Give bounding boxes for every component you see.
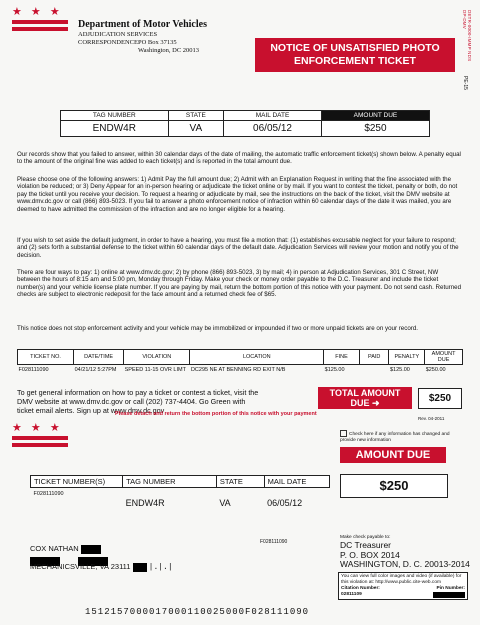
info-table xyxy=(60,110,430,137)
amount-due-header: AMOUNT DUE xyxy=(321,111,429,121)
paid-cell xyxy=(359,365,389,376)
table-row xyxy=(18,365,463,376)
amount-due-value: $250 xyxy=(321,121,429,137)
general-info-line3: ticket email alerts. Sign up at www.dmv.dc.gov xyxy=(17,406,165,415)
stub-flag-bar-2 xyxy=(12,443,68,447)
mail-date-header: MAIL DATE xyxy=(224,111,322,121)
paragraph-failed-to-answer: Our records show that you failed to answer, within 30 calendar days of the date of mailing, the automatic traffic enforcement ticket(s) shown below. A penalty equal to the amount of the original fine was added to each ticket(s) and is reported in the total amount due. xyxy=(17,151,461,166)
po-box: PO Box 37135 xyxy=(138,39,177,46)
stub-ticket-number: F028111090 xyxy=(33,491,64,497)
redacted-address-line xyxy=(30,553,210,562)
ticket-header-row xyxy=(18,350,463,365)
ticket-no-header: TICKET NO. xyxy=(18,350,74,365)
address-change-checkbox-row[interactable] xyxy=(340,430,450,443)
micr-line: 1512157000017000110025000F028111090 xyxy=(85,607,310,617)
state-header: STATE xyxy=(168,111,224,121)
stub-stars: ★ ★ ★ xyxy=(12,422,63,434)
stub-state: VA xyxy=(219,498,231,508)
redacted-pin xyxy=(433,592,465,598)
date-time-cell: 04/21/12 5:27PM xyxy=(74,367,117,373)
paragraph-default-judgment: If you wish to set aside the default judgment, in order to have a hearing, you must file a motion that: (1) establishes excusable neglect for your failure to respond; and (2) sets forth a substantial defense to the ticket within 60 calendar days of the default date. Adjudication Services will review your motion and notify you of the decision. xyxy=(17,237,459,259)
total-amount-due-banner xyxy=(318,387,412,409)
recipient-name: COX NATHAN xyxy=(30,544,79,553)
tag-number-header: TAG NUMBER xyxy=(61,111,169,121)
address-change-checkbox[interactable] xyxy=(340,430,347,437)
payee-line2: P. O. BOX 2014 xyxy=(340,549,400,560)
online-view-line1: You can view full color images and video (if available) for xyxy=(341,574,462,579)
total-amount-box: $250 xyxy=(418,388,462,409)
location-header: LOCATION xyxy=(190,350,324,365)
page-code: PE-15 xyxy=(462,76,468,90)
redacted-block xyxy=(133,563,147,572)
recipient-city-line xyxy=(30,562,173,572)
recipient-city: MECHANICSVILLE, VA 23111 xyxy=(30,562,131,571)
state-value: VA xyxy=(168,121,224,137)
stub-flag-bar-1 xyxy=(12,436,68,440)
penalty-cell: $125.00 xyxy=(389,367,410,373)
online-view-box xyxy=(338,572,468,600)
notice-title-line2: ENFORCEMENT TICKET xyxy=(294,55,416,67)
info-value-row xyxy=(61,121,430,137)
notice-title-line1: NOTICE OF UNSATISFIED PHOTO xyxy=(270,42,440,54)
correspondence-label: CORRESPONDENCE: xyxy=(78,39,140,46)
stub-header-row xyxy=(31,476,330,488)
violation-cell: SPEED 11-15 OVR LIMT xyxy=(124,367,186,373)
stub-amount-due-box[interactable]: $250 xyxy=(340,474,448,498)
stub-amount-due-banner: AMOUNT DUE xyxy=(340,447,446,463)
department-name: Department of Motor Vehicles xyxy=(78,19,207,30)
ticket-no-cell: F028111090 xyxy=(18,367,49,373)
stub-mail-date-header: MAIL DATE xyxy=(264,476,329,488)
stub-tag-header: TAG NUMBER xyxy=(123,476,217,488)
general-info-line1: To get general information on how to pay a ticket or contest a ticket, visit the xyxy=(17,388,259,397)
violation-header: VIOLATION xyxy=(124,350,190,365)
paragraph-enforcement: This notice does not stop enforcement activity and your vehicle may be immobilized or impounded if two or more unpaid tickets are on your record. xyxy=(17,325,419,332)
citation-number-label: Citation Number: xyxy=(341,586,380,591)
payable-label: Make check payable to: xyxy=(340,535,391,540)
amount-due-cell: $250.00 xyxy=(425,367,446,373)
fine-cell: $125.00 xyxy=(324,367,345,373)
total-due-label: DUE ➜ xyxy=(350,398,380,408)
stub-mail-date: 06/05/12 xyxy=(267,498,303,508)
citation-pin-values xyxy=(341,592,465,598)
pin-number-label: Pin Number: xyxy=(436,586,465,591)
address-change-label: Check here if any information has changed and provide new information xyxy=(340,431,450,443)
payee-line1: DC Treasurer xyxy=(340,540,392,550)
paid-header: PAID xyxy=(359,350,389,365)
city-state-zip: Washington, DC 20013 xyxy=(138,47,200,54)
date-time-header: DATE/TIME xyxy=(74,350,124,365)
paragraph-ways-to-pay: There are four ways to pay: 1) online at www.dmv.dc.gov; 2) by phone (866) 893-5023, 3) by mail; 4) in person at Adjudication Services, 301 C Street, NW between the hours of 8:15 am and 5:00 pm, Monday through Friday. Make your check or money order payable to the D.C. Treasurer and include the ticket number(s) and your vehicle license plate number. If you are paying by mail, return the bottom portion of this notice with your payment. Do not send cash. Returned checks are subject to electronic redeposit for the face amount and a returned check fee of $65. xyxy=(17,269,462,299)
vertical-code: DETR-0000-IMMP NDS DP-DMV xyxy=(462,10,472,62)
mail-date-value: 06/05/12 xyxy=(224,121,322,137)
table-row xyxy=(31,488,330,512)
amount-due-col-header: AMOUNT DUE xyxy=(425,350,463,365)
barcode-fragment: |.|.| xyxy=(148,563,173,572)
flag-bar-1 xyxy=(12,20,68,24)
fine-header: FINE xyxy=(324,350,360,365)
payee-line3: WASHINGTON, D. C. 20013-2014 xyxy=(340,559,470,569)
general-info-line2: DMV website at www.dmv.dc.gov or call (202) 737-4404. Go Green with xyxy=(17,397,246,406)
location-cell: DC295 NE AT BENNING RD EXIT N/B xyxy=(190,367,286,373)
stub-state-header: STATE xyxy=(216,476,264,488)
stub-ticket-number-2: F028111090 xyxy=(260,539,288,545)
tag-number-value: ENDW4R xyxy=(61,121,169,137)
ticket-table xyxy=(17,349,463,375)
notice-title-banner xyxy=(255,38,455,72)
flag-bar-2 xyxy=(12,27,68,31)
paragraph-answer-options: Please choose one of the following answers: 1) Admit Pay the full amount due; 2) Admit with an Explanation Request in writing that the fine associated with the violation be reduced; or 3) Deny Appear for an in-person hearing or adjudicate the ticket online or by mail. If you want to contest the ticket, penalty or both, do not pay the ticket until you receive your decision. To request a hearing or adjudicate by mail, see the instructions on the back of the ticket, visit the DMV website at www.dmv.dc.gov or call (866) 893-5023. If you fail to answer a photo enforcement notice of infraction within 60 calendar days of the date it was mailed, you are deemed to have admitted the commission of the infraction and are no longer eligible for a hearing. xyxy=(17,176,458,213)
stub-tag-number: ENDW4R xyxy=(125,498,165,508)
penalty-header: PENALTY xyxy=(389,350,425,365)
citation-number-value: 02811109 xyxy=(341,592,362,597)
stub-ticket-table xyxy=(30,475,330,511)
total-amount-label: TOTAL AMOUNT xyxy=(329,388,401,398)
stub-ticket-numbers-header: TICKET NUMBER(S) xyxy=(31,476,123,488)
online-view-line2[interactable]: this violation at: http://www.public.cite-web.com xyxy=(341,580,441,585)
payee-address xyxy=(340,541,470,570)
revision-code: Rev. 04-2011 xyxy=(418,416,445,421)
header-stars: ★ ★ ★ xyxy=(12,6,63,18)
division-name: ADJUDICATION SERVICES xyxy=(78,31,158,38)
info-header-row xyxy=(61,111,430,121)
detach-notice: Please detach and return the bottom portion of this notice with your payment xyxy=(115,411,317,417)
